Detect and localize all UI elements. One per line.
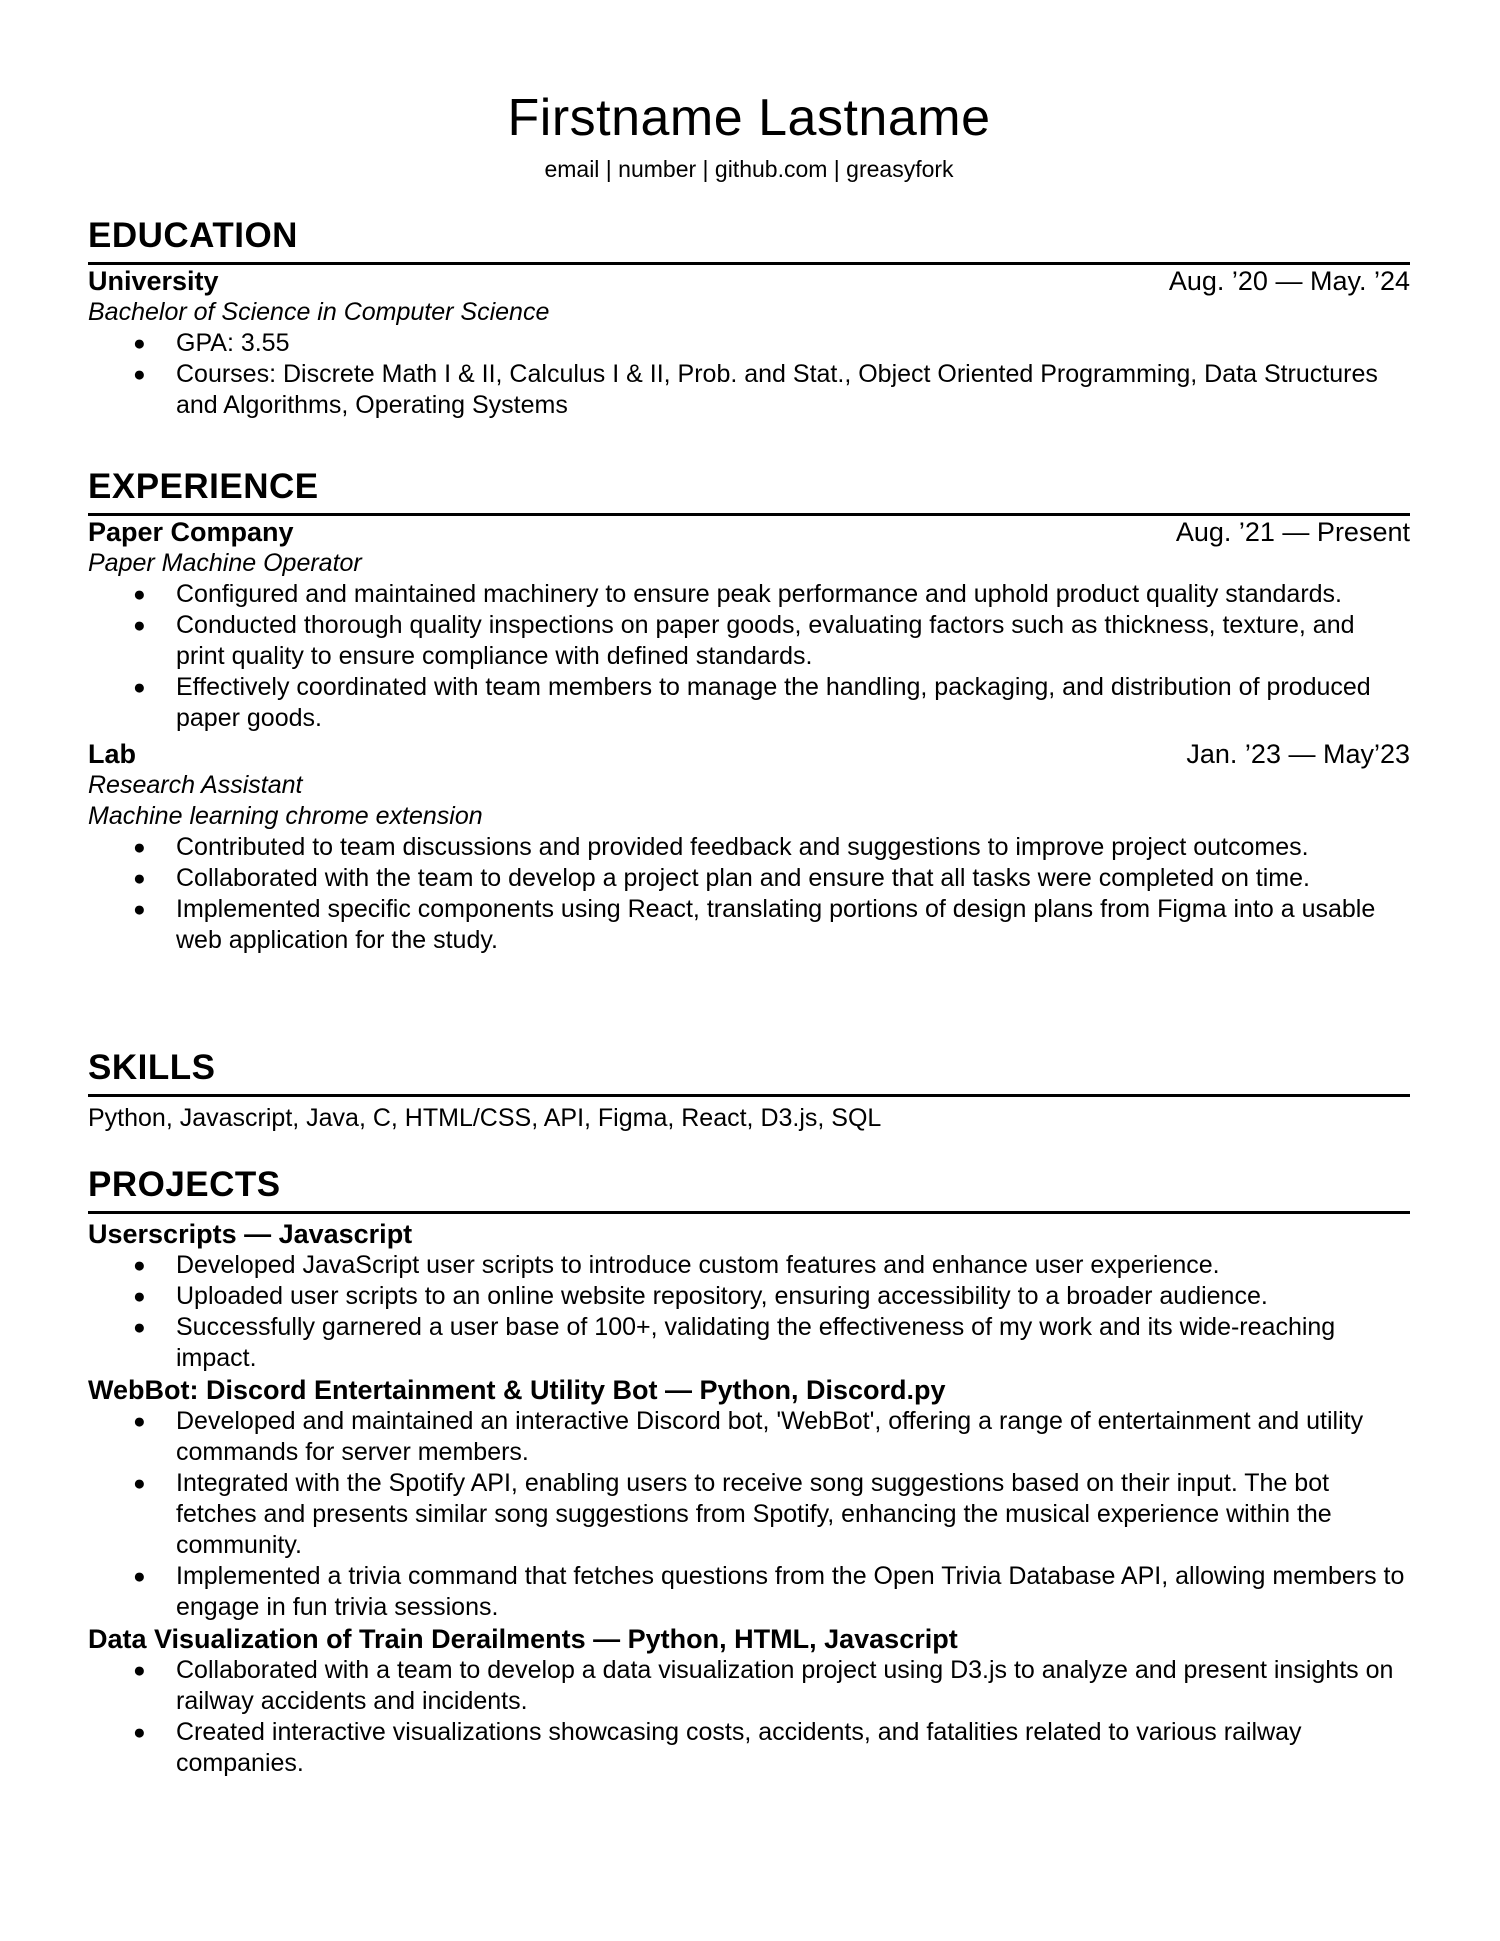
- job-dates: Jan. ’23 — May’23: [1186, 739, 1410, 769]
- experience-section: [88, 465, 1410, 956]
- list-item: ● Collaborated with a team to develop a data visualization project using D3.js to analyze and present insights on railway accidents and incidents.: [133, 1656, 1394, 1715]
- section-title-skills: SKILLS: [88, 1046, 1410, 1097]
- education-bullets: [88, 328, 1410, 421]
- list-item: ● GPA: 3.55: [133, 329, 290, 357]
- project-bullets: [88, 1406, 1410, 1623]
- list-item: ● Collaborated with the team to develop a project plan and ensure that all tasks were completed on time.: [133, 864, 1310, 892]
- education-org: University: [88, 266, 219, 296]
- list-item: ● Configured and maintained machinery to ensure peak performance and uphold product quality standards.: [133, 580, 1343, 608]
- job-role: Paper Machine Operator: [88, 549, 362, 577]
- job-project: Machine learning chrome extension: [88, 802, 483, 830]
- job-header: [88, 516, 1410, 548]
- project-bullets: [88, 1655, 1410, 1779]
- list-item: ● Contributed to team discussions and provided feedback and suggestions to improve project outcomes.: [133, 833, 1309, 861]
- section-title-experience: EXPERIENCE: [88, 465, 1410, 516]
- job-dates: Aug. ’21 — Present: [1175, 517, 1410, 547]
- projects-section: [88, 1163, 1410, 1779]
- job-bullets: [88, 832, 1410, 956]
- list-item: ● Courses: Discrete Math I & II, Calculus I & II, Prob. and Stat., Object Oriented Programming, Data Structures and Algorithms, Operating Systems: [133, 360, 1378, 419]
- education-dates: Aug. ’20 — May. ’24: [1168, 266, 1410, 296]
- resume-page: [88, 88, 1410, 1777]
- list-item: ● Developed JavaScript user scripts to introduce custom features and enhance user experience.: [133, 1251, 1220, 1279]
- project-title: Userscripts — Javascript: [88, 1219, 413, 1249]
- project-bullets: [88, 1250, 1410, 1374]
- education-entry-header: [88, 265, 1410, 297]
- job-header: [88, 738, 1410, 770]
- project-title: WebBot: Discord Entertainment & Utility Bot — Python, Discord.py: [88, 1375, 946, 1405]
- list-item: ● Effectively coordinated with team members to manage the handling, packaging, and distribution of produced paper goods.: [133, 673, 1371, 732]
- contact-line: email | number | github.com | greasyfork: [544, 156, 954, 182]
- section-title-education: EDUCATION: [88, 214, 1410, 265]
- job-org: Lab: [88, 739, 137, 769]
- list-item: ● Implemented a trivia command that fetches questions from the Open Trivia Database API, allowing members to engage in fun trivia sessions.: [133, 1562, 1405, 1621]
- skills-section: [88, 1046, 1410, 1134]
- skills-list: Python, Javascript, Java, C, HTML/CSS, API, Figma, React, D3.js, SQL: [88, 1104, 882, 1132]
- job-bullets: [88, 579, 1410, 734]
- list-item: ● Uploaded user scripts to an online website repository, ensuring accessibility to a broader audience.: [133, 1282, 1268, 1310]
- list-item: ● Created interactive visualizations showcasing costs, accidents, and fatalities related to various railway companies.: [133, 1718, 1302, 1777]
- job-org: Paper Company: [88, 517, 294, 547]
- education-degree: Bachelor of Science in Computer Science: [88, 298, 550, 326]
- list-item: ● Integrated with the Spotify API, enabling users to receive song suggestions based on their input. The bot fetches and presents similar song suggestions from Spotify, enhancing the musical experience within the community.: [133, 1469, 1332, 1559]
- project-title: Data Visualization of Train Derailments — Python, HTML, Javascript: [88, 1624, 958, 1654]
- list-item: ● Conducted thorough quality inspections on paper goods, evaluating factors such as thickness, texture, and print quality to ensure compliance with defined standards.: [133, 611, 1355, 670]
- list-item: ● Successfully garnered a user base of 100+, validating the effectiveness of my work and its wide-reaching impact.: [133, 1313, 1336, 1372]
- job-role: Research Assistant: [88, 771, 303, 799]
- candidate-name: Firstname Lastname: [507, 89, 991, 147]
- list-item: ● Developed and maintained an interactive Discord bot, 'WebBot', offering a range of entertainment and utility commands for server members.: [133, 1407, 1364, 1466]
- section-title-projects: PROJECTS: [88, 1163, 1410, 1214]
- list-item: ● Implemented specific components using React, translating portions of design plans from Figma into a usable web application for the study.: [133, 895, 1376, 954]
- education-section: [88, 214, 1410, 421]
